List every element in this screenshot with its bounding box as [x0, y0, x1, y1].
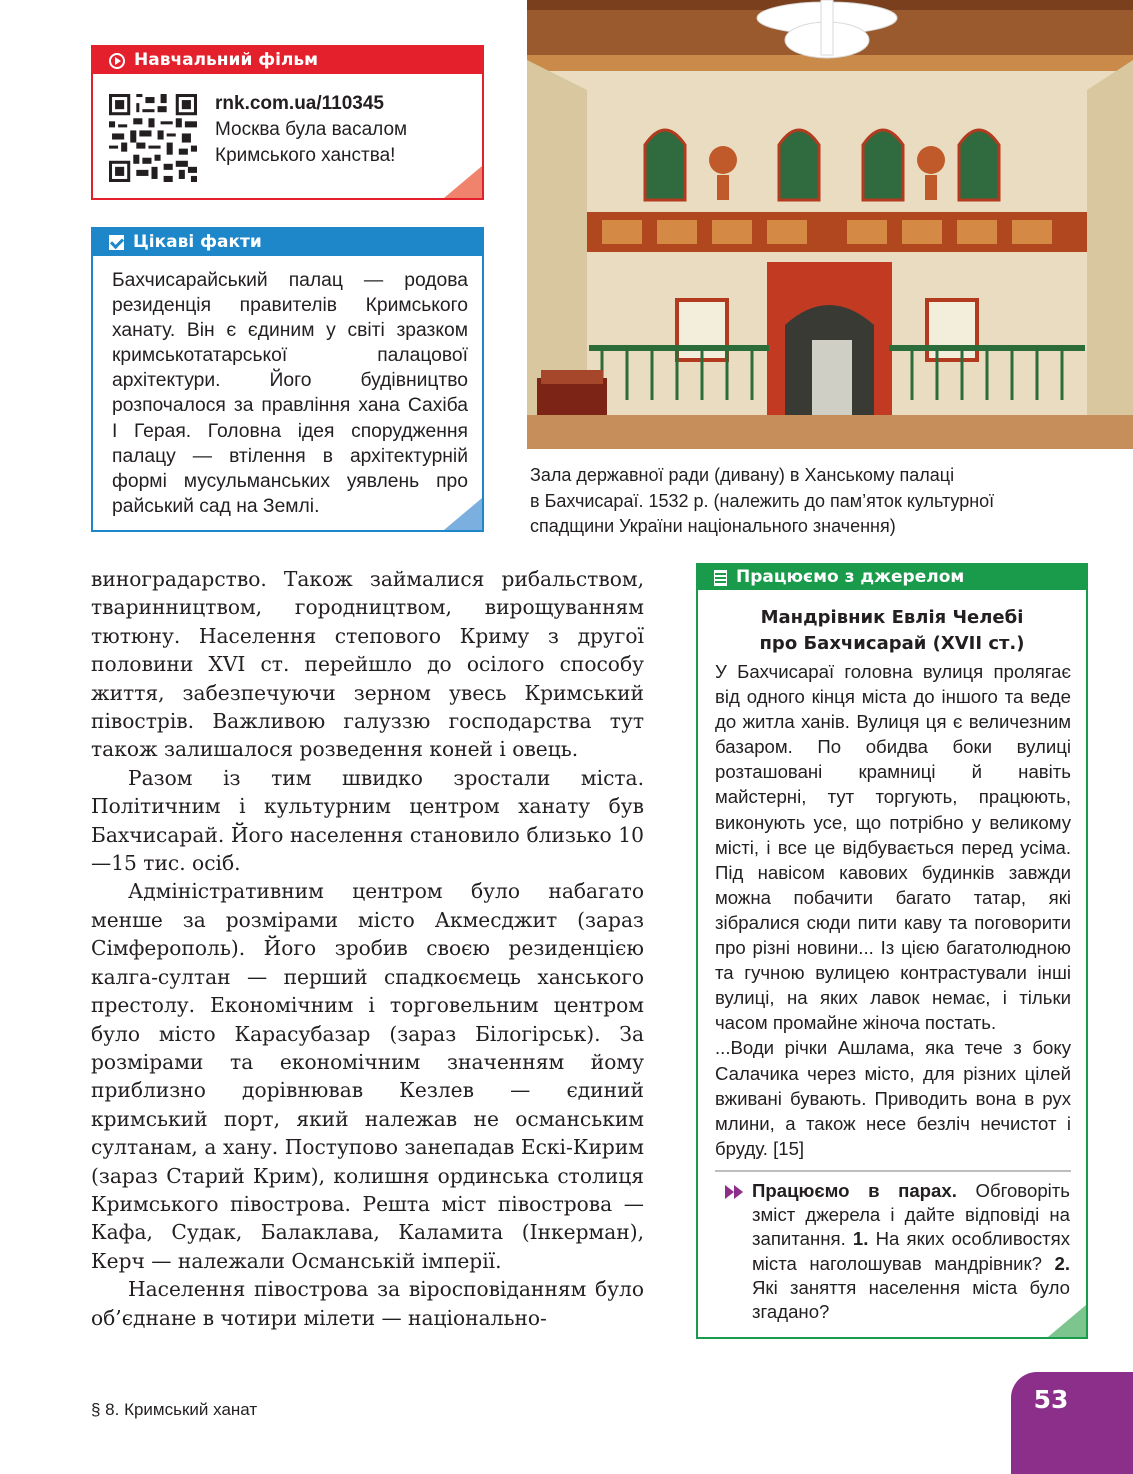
- question-1-text: На яких особливостях міста наголошував мандрівник?: [752, 1228, 1071, 1274]
- corner-triangle: [1048, 1305, 1086, 1337]
- caption-line-1: Зала державної ради (дивану) в Ханському палаці: [530, 465, 955, 485]
- paragraph-3: Адміністративним центром було набагато менше за розмірами місто Акмесджит (зараз Сімферополь). Його зробив своєю резиденцією калга-султан — перший спадкоємець ханського престолу. Економічним і торговельним центром було місто Карасубазар (зараз Білогірськ). За розмірами та економічним значенням йому приблизно дорівнював Кезлев — єдиний кримський порт, який належав не османським султанам, а хану. Поступово занепадав Ескі-Кирим (зараз Старий Крим), колишня ординська столиця Кримського півострова. Решта міст півострова — Кафа, Судак, Балаклава, Каламита (Інкерман), Керч — належали Османській імперії.: [91, 879, 644, 1273]
- divider: [715, 1170, 1071, 1172]
- film-line-2: Кримського ханства!: [215, 145, 396, 166]
- question-2-text: Які заняття населення міста було згадано?: [752, 1276, 1070, 1323]
- paragraph-1: виноградарство. Також займалися рибальством, тваринництвом, городництвом, вирощуванням тютюну. Населення степового Криму з другої половини XVI ст. перейшло до осілого способу життя, забезпечуючи зерном увесь Кримський півострів. Важливою галуззю господарства тут також залишалося розведення коней і овець.: [91, 567, 644, 762]
- source-heading: [698, 605, 1086, 657]
- question-1-number: 1.: [852, 1228, 869, 1250]
- pair-work-task: [752, 1179, 1070, 1324]
- source-quote-paragraph-2: ...Води річки Ашлама, яка тече з боку Салачика через місто, для різних цілей вживані бувають. Приводить вона в рух млини, а також несе безліч нечистот і бруду. [15]: [715, 1037, 1071, 1159]
- corner-triangle: [444, 498, 482, 530]
- paragraph-2: Разом із тим швидко зростали міста. Політичним і культурним центром ханату був Бахчисарай. Його населення становило близько 10—15 тис. осіб.: [91, 765, 644, 876]
- working-with-source-box: [696, 563, 1088, 1339]
- source-box-header: [698, 565, 1086, 590]
- film-box-text: [215, 91, 407, 169]
- main-body-text: [91, 565, 644, 1332]
- facts-box-text: Бахчисарайський палац — родова резиденція правителів Кримського ханату. Він є єдиним у світі зразком кримськотатарської палацової архітектури. Його будівництво розпочалося за правління хана Сахіба І Герая. Головна ідея спорудження палацу — втілення в архітектурній формі мусульманських уявлень про райський сад на Землі.: [112, 270, 468, 517]
- facts-box-title: Цікаві факти: [133, 232, 262, 252]
- caption-line-3: спадщини України національного значення): [530, 516, 896, 536]
- source-heading-line-1: Мандрівник Евлія Челебі: [760, 607, 1024, 628]
- photo-caption: [530, 463, 1070, 540]
- corner-triangle: [444, 166, 482, 198]
- checkbox-icon: [109, 235, 124, 250]
- source-quote-paragraph-1: У Бахчисараї головна вулиця пролягає від одного кінця міста до іншого та веде до житла ханів. Вулиця ця є величезним базаром. По обидва боки вулиці розташовані крамниці й навіть майстерні, тут торгують, працюють, виконують усе, що потрібно у великому місті, і все це відбувається перед усіма. Під навісом кавових будинків завжди можна побачити багато татар, які зібралися сюди пити каву та поговорити про різні новини... Із цією багатолюдною та гучною вулицею контрастували інші вулиці, на яких лавок немає, і тільки часом промайне жіноча постать.: [715, 661, 1071, 1034]
- interesting-facts-box: [91, 227, 484, 532]
- film-box-header: [93, 47, 482, 74]
- page-number: 53: [1033, 1385, 1069, 1414]
- divan-hall-photo: [527, 0, 1133, 449]
- educational-film-box: [91, 45, 484, 200]
- source-quote: [715, 659, 1071, 1161]
- paragraph-4: Населення півострова за віросповіданням було об’єднане в чотири мілети — національно-: [91, 1277, 644, 1330]
- pair-work-instruction: Обговоріть зміст джерела і дайте відповіді на запитання.: [752, 1180, 1070, 1250]
- caption-line-2: в Бахчисараї. 1532 р. (належить до пам’яток культурної: [530, 490, 995, 511]
- qr-code-icon[interactable]: [109, 94, 197, 182]
- source-box-title: Працюємо з джерелом: [736, 567, 965, 587]
- source-heading-line-2: про Бахчисарай (XVII ст.): [759, 633, 1025, 654]
- document-icon: [714, 570, 727, 586]
- pair-work-label: Працюємо в парах.: [752, 1180, 957, 1201]
- footer-section-title: § 8. Кримський ханат: [91, 1400, 258, 1419]
- film-link[interactable]: rnk.com.ua/110345: [215, 93, 384, 114]
- film-box-title: Навчальний фільм: [134, 50, 319, 70]
- question-2-number: 2.: [1054, 1252, 1070, 1274]
- play-icon: [109, 53, 125, 69]
- facts-box-header: [93, 229, 482, 256]
- double-arrow-icon: [725, 1185, 745, 1199]
- film-line-1: Москва була васалом: [215, 119, 408, 140]
